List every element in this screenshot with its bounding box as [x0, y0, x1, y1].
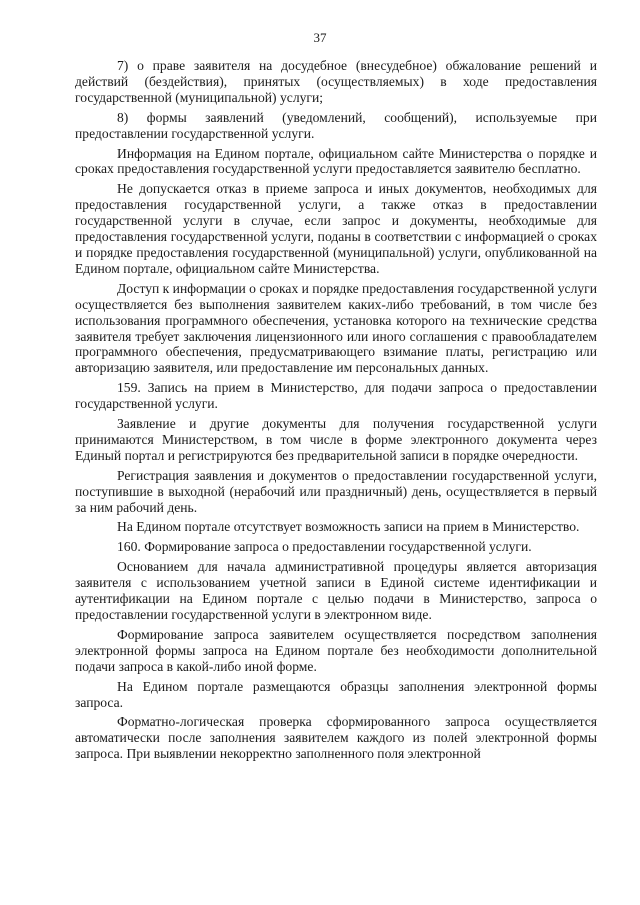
paragraph-portal-info: Информация на Едином портале, официальном сайте Министерства о порядке и сроках предоставления государственной услуги предоставляется заявителю бесплатно. — [75, 145, 597, 177]
paragraph-no-refusal: Не допускается отказ в приеме запроса и иных документов, необходимых для предоставления государственной услуги, а также отказ в предоставлении государственной услуги в случае, если запрос и документы, необходимые для предоставления государственной услуги, поданы в соответствии с информацией о сроках и порядке предоставления государственной (муниципальной) услуги, опубликованной на Едином портале, официальном сайте Министерства. — [75, 181, 597, 276]
paragraph-item-8: 8) формы заявлений (уведомлений, сообщений), используемые при предоставлении государственной услуги. — [75, 109, 597, 141]
paragraph-section-159: 159. Запись на прием в Министерство, для подачи запроса о предоставлении государственной услуги. — [75, 380, 597, 412]
paragraph-registration: Регистрация заявления и документов о предоставлении государственной услуги, поступившие в выходной (нерабочий или праздничный) день, осуществляется в первый за ним рабочий день. — [75, 467, 597, 515]
paragraph-samples: На Едином портале размещаются образцы заполнения электронной формы запроса. — [75, 678, 597, 710]
document-body — [75, 58, 597, 766]
paragraph-item-7: 7) о праве заявителя на досудебное (внесудебное) обжалование решений и действий (бездействия), принятых (осуществляемых) в ходе предоставления государственной (муниципальной) услуги; — [75, 58, 597, 105]
paragraph-no-appointment: На Едином портале отсутствует возможность записи на прием в Министерство. — [117, 519, 580, 535]
paragraph-section-160: 160. Формирование запроса о предоставлении государственной услуги. — [117, 539, 532, 555]
page-number: 37 — [313, 30, 327, 45]
paragraph-access-info: Доступ к информации о сроках и порядке предоставления государственной услуги осуществляется без выполнения заявителем каких-либо требований, в том числе без использования программного обеспечения, установка которого на технические средства заявителя требует заключения лицензионного или иного соглашения с правообладателем программного обеспечения, предусматривающего взимание платы, регистрацию или авторизацию заявителя, или предоставление им персональных данных. — [75, 280, 597, 376]
paragraph-application-accepted: Заявление и другие документы для получения государственной услуги принимаются Министерством, в том числе в форме электронного документа через Единый портал и регистрируются без предварительной записи в порядке очередности. — [75, 416, 597, 463]
paragraph-format-check: Форматно-логическая проверка сформированного запроса осуществляется автоматически после заполнения заявителем каждого из полей электронной формы запроса. При выявлении некорректно заполненного поля электронной — [75, 714, 597, 762]
paragraph-basis: Основанием для начала административной процедуры является авторизация заявителя с использованием учетной записи в Единой системе идентификации и аутентификации на Едином портале с целью подачи в Министерство, запроса о предоставлении государственной услуги в электронном виде. — [75, 559, 597, 622]
paragraph-forming-request: Формирование запроса заявителем осуществляется посредством заполнения электронной формы запроса на Едином портале без необходимости дополнительной подачи запроса в какой-либо иной форме. — [75, 626, 597, 674]
